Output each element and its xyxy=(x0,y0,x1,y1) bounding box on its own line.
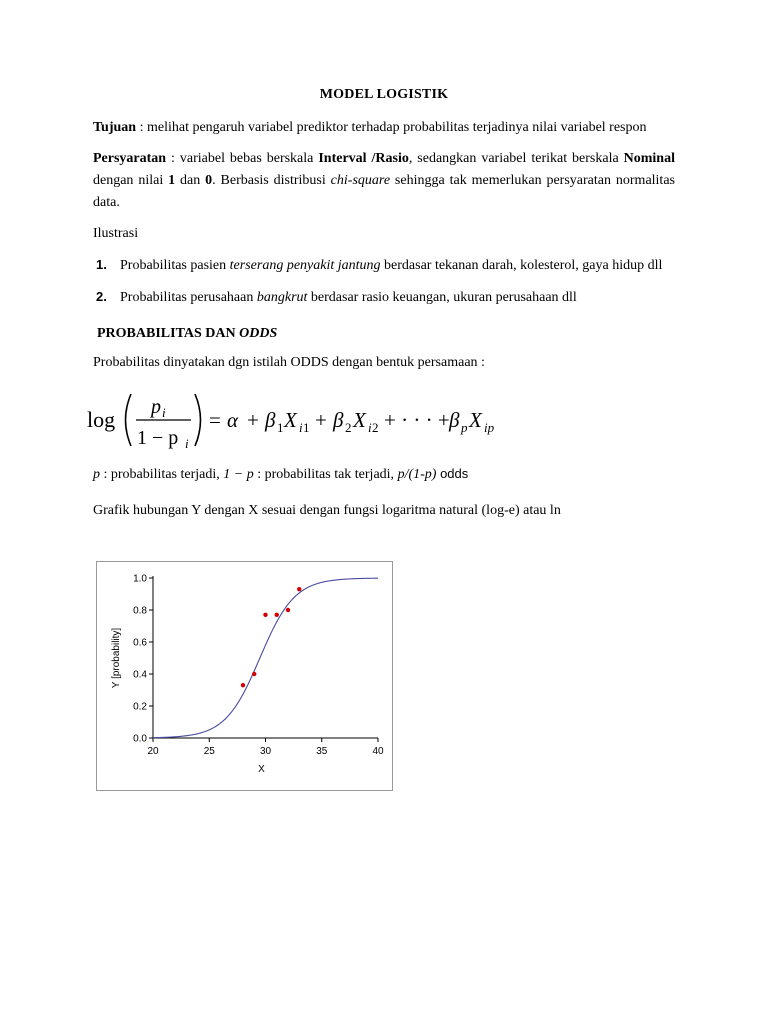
data-point xyxy=(252,672,256,676)
list-number: 1. xyxy=(96,257,107,273)
data-point xyxy=(263,613,267,617)
persyaratan-text-5: . Berbasis distribusi xyxy=(212,173,331,189)
svg-text:+: + xyxy=(315,407,327,432)
svg-text:1: 1 xyxy=(303,419,310,435)
formula-numerator: p xyxy=(151,395,161,418)
tujuan-paragraph xyxy=(93,117,675,139)
tujuan-label: Tujuan xyxy=(93,119,137,135)
x-tick-label: 20 xyxy=(147,746,159,757)
svg-text:β: β xyxy=(265,407,276,432)
svg-text:1: 1 xyxy=(277,419,284,435)
pdef-one-minus-p: 1 − p xyxy=(223,466,254,482)
persyaratan-text-3: dengan nilai xyxy=(93,173,169,189)
x-tick-label: 30 xyxy=(259,746,272,757)
svg-text:2: 2 xyxy=(372,419,379,435)
svg-text:β: β xyxy=(333,407,344,432)
svg-text:X: X xyxy=(284,407,297,432)
list-item xyxy=(93,255,675,277)
y-tick-label: 0.6 xyxy=(133,637,147,649)
persyaratan-label: Persyaratan xyxy=(93,151,167,167)
persyaratan-italic-1: chi-square xyxy=(330,173,391,189)
svg-text:+: + xyxy=(247,407,259,432)
pdef-text-2: : probabilitas tak terjadi, xyxy=(253,466,398,482)
ilustrasi-list xyxy=(93,255,675,308)
list-text: Probabilitas pasien xyxy=(120,258,230,274)
data-point xyxy=(241,683,245,687)
list-text: berdasar rasio keuangan, ukuran perusahaan dll xyxy=(307,289,577,305)
persyaratan-paragraph xyxy=(93,148,675,213)
svg-text:+ · · · +: + · · · + xyxy=(384,407,450,432)
list-item xyxy=(93,287,675,309)
page-title: MODEL LOGISTIK xyxy=(319,87,449,102)
svg-text:i: i xyxy=(368,419,372,435)
svg-text:i: i xyxy=(299,419,303,435)
persyaratan-bold-1: Interval /Rasio xyxy=(318,151,409,167)
list-italic: terserang penyakit jantung xyxy=(229,258,381,274)
section-heading-text: PROBABILITAS DAN xyxy=(97,325,240,341)
formula-right-paren xyxy=(195,394,201,446)
y-tick-label: 1.0 xyxy=(133,573,147,585)
formula-rhs xyxy=(209,408,495,435)
document-page xyxy=(87,84,675,531)
svg-text:X: X xyxy=(353,407,366,432)
list-number: 2. xyxy=(96,288,107,304)
y-axis-label: Y [probability] xyxy=(111,627,122,689)
pdef-p: p xyxy=(93,466,100,482)
data-point xyxy=(297,587,301,591)
formula-denominator-sub: i xyxy=(185,435,189,451)
formula-denominator: 1 − p xyxy=(137,426,179,449)
x-tick-label: 35 xyxy=(316,746,328,757)
svg-text:=: = xyxy=(209,407,221,432)
persyaratan-text-6: sehingga tak memerlukan persyaratan normalitas data. xyxy=(93,173,675,210)
p-definition xyxy=(93,464,675,486)
section-heading-italic: ODDS xyxy=(239,325,278,341)
grafik-text: Grafik hubungan Y dengan X sesuai dengan fungsi logaritma natural (log-e) atau ln xyxy=(93,502,561,518)
pdef-ratio: p/(1-p) xyxy=(397,466,437,482)
persyaratan-bold-4: 0 xyxy=(205,173,213,189)
logit-formula xyxy=(87,384,675,456)
logistic-curve-line xyxy=(153,578,378,738)
persyaratan-text-1: : variabel bebas berskala xyxy=(166,151,319,167)
svg-text:p: p xyxy=(461,419,468,435)
persyaratan-text-2: , sedangkan variabel terikat berskala xyxy=(408,151,624,167)
section-heading-odds xyxy=(97,323,675,345)
list-text: berdasar tekanan darah, kolesterol, gaya hidup dll xyxy=(380,258,663,274)
list-italic: bangkrut xyxy=(256,289,308,305)
data-point xyxy=(286,608,290,612)
formula-numerator-sub: i xyxy=(162,404,166,420)
chart-svg xyxy=(97,562,392,790)
pdef-text-3: odds xyxy=(436,465,469,481)
svg-text:ip: ip xyxy=(484,419,495,435)
svg-text:2: 2 xyxy=(345,419,352,435)
y-tick-label: 0.0 xyxy=(133,733,147,745)
svg-text:α: α xyxy=(227,407,239,432)
formula-left-paren xyxy=(126,394,132,446)
persyaratan-bold-2: Nominal xyxy=(623,151,675,167)
persyaratan-bold-3: 1 xyxy=(168,173,176,189)
pdef-text-1: : probabilitas terjadi, xyxy=(100,466,224,482)
formula-log: log xyxy=(87,406,116,432)
y-tick-label: 0.8 xyxy=(133,605,147,617)
ilustrasi-heading: Ilustrasi xyxy=(93,226,139,242)
x-axis-label: X xyxy=(258,764,265,775)
svg-text:β: β xyxy=(449,407,460,432)
y-tick-label: 0.2 xyxy=(133,701,147,713)
x-tick-label: 25 xyxy=(203,746,215,757)
logistic-chart xyxy=(96,561,393,791)
tujuan-text: : melihat pengaruh variabel prediktor terhadap probabilitas terjadinya nilai variabel respon xyxy=(136,119,647,135)
list-text: Probabilitas perusahaan xyxy=(120,289,257,305)
odds-intro: Probabilitas dinyatakan dgn istilah ODDS dengan bentuk persamaan : xyxy=(93,355,485,371)
persyaratan-text-4: dan xyxy=(175,173,206,189)
y-tick-label: 0.4 xyxy=(133,669,147,681)
x-tick-label: 40 xyxy=(372,746,384,757)
data-point xyxy=(275,613,279,617)
svg-text:X: X xyxy=(469,407,482,432)
